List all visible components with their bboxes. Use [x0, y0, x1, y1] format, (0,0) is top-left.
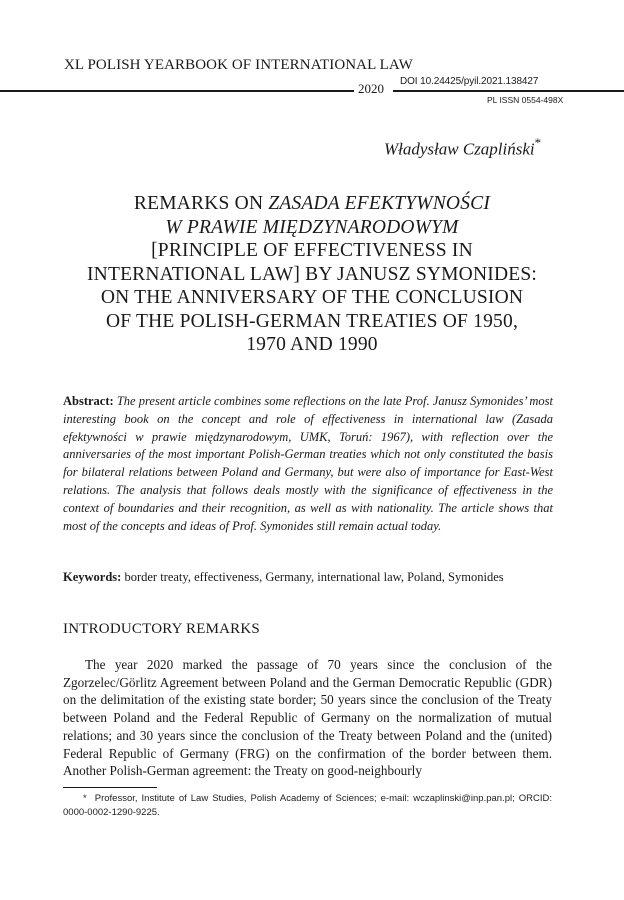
issn: PL ISSN 0554-498X [487, 95, 564, 105]
footnote-text: Professor, Institute of Law Studies, Polish Academy of Sciences; e-mail: wczaplinski@inp.pan.pl; ORCID: 0000-0002-1290-9225. [63, 793, 553, 818]
abstract-text: The present article combines some reflections on the late Prof. Janusz Symonides’ most interesting book on the concept and role of effectiveness in international law (Zasada efektywności w prawie międzynarodowym, UMK, Toruń: 1967), with reflection over the anniversaries of the most important Polish-German treaties which not only constituted the basis for bilateral relations between Poland and Germany, but were also of importance for East-West relations. The analysis that follows deals mostly with the significance of effectiveness in the context of boundaries and their recognition, as well as with nationality. The article shows that most of the concepts and ideas of Prof. Symonides still remain actual today. [63, 394, 553, 533]
title-line-6: OF THE POLISH-GERMAN TREATIES OF 1950, [105, 310, 519, 332]
title-line-7: 1970 AND 1990 [246, 334, 378, 355]
footnote-mark: * [83, 793, 87, 804]
author-name [384, 136, 541, 160]
abstract [63, 393, 553, 535]
title-line-5: ON THE ANNIVERSARY OF THE CONCLUSION [100, 287, 524, 308]
abstract-label: Abstract: [63, 394, 114, 408]
body-paragraph: The year 2020 marked the passage of 70 years since the conclusion of the Zgorzelec/Görlitz Agreement between Poland and the German Democratic Republic (GDR) on the delimitation of the existing state border; 50 years since the conclusion of the Treaty between Poland and the Federal Republic of Germany on the normalization of mutual relations; and 30 years since the conclusion of the Treaty between Poland and the (united) Federal Republic of Germany (FRG) on the confirmation of the border between them. Another Polish-German agreement: the Treaty on good-neighbourly [63, 657, 552, 779]
title-line-2: W PRAWIE MIĘDZYNARODOWYM [165, 216, 459, 238]
header-rule-right [393, 90, 624, 92]
article-title [60, 192, 564, 357]
title-line-1-italic: ZASADA EFEKTYWNOŚCI [268, 193, 491, 214]
title-line-1 [60, 192, 564, 216]
keywords-text: border treaty, effectiveness, Germany, international law, Poland, Symonides [124, 570, 504, 584]
title-line-1-prefix: REMARKS ON [133, 193, 269, 214]
keywords-label: Keywords: [63, 570, 122, 584]
author-name-text: Władysław Czapliński [384, 139, 535, 159]
title-line-3: [PRINCIPLE OF EFFECTIVENESS IN [151, 240, 473, 261]
header-rule-left [0, 90, 354, 92]
journal-title: XL POLISH YEARBOOK OF INTERNATIONAL LAW [64, 57, 413, 73]
section-heading: INTRODUCTORY REMARKS [63, 621, 260, 637]
keywords [63, 570, 563, 585]
title-line-4: INTERNATIONAL LAW] BY JANUSZ SYMONIDES: [86, 263, 538, 285]
volume-year: 2020 [358, 81, 384, 96]
footnote-rule [63, 787, 157, 788]
author-footnote-mark[interactable]: * [534, 135, 542, 150]
footnote [63, 792, 552, 819]
doi[interactable]: DOI 10.24425/pyil.2021.138427 [400, 76, 539, 87]
